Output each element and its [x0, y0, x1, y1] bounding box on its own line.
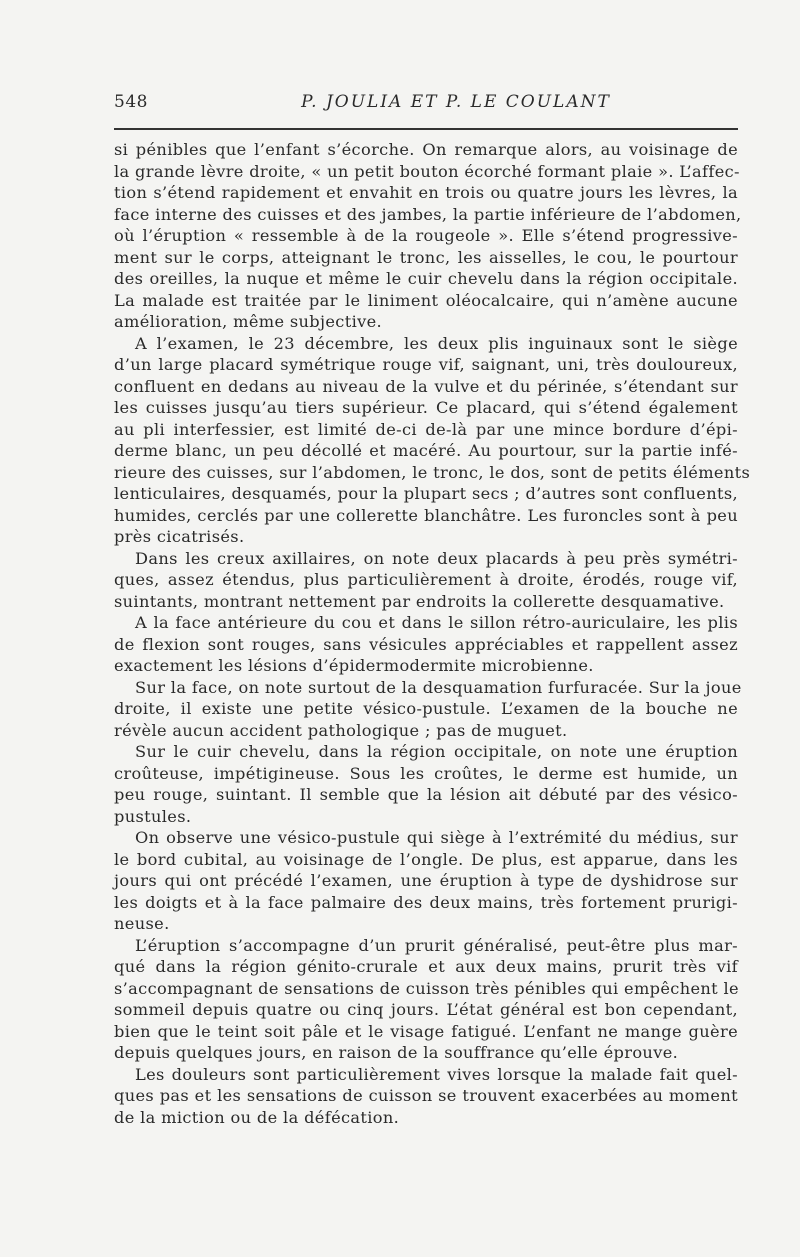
header-rule [114, 128, 738, 130]
paragraph [114, 827, 738, 935]
text-line: lenticulaires, desquamés, pour la plupart secs ; d’autres sont confluents, [114, 484, 738, 503]
text-line: ment sur le corps, atteignant le tronc, les aisselles, le cou, le pourtour [114, 247, 738, 267]
text-line: les doigts et à la face palmaire des deux mains, très fortement prurigi- [114, 892, 738, 912]
text-line: Sur la face, on note surtout de la desquamation furfuracée. Sur la joue [135, 677, 742, 697]
text-line: le bord cubital, au voisinage de l’ongle. De plus, est apparue, dans les [114, 849, 738, 869]
body-text [114, 139, 751, 1128]
text-line: A la face antérieure du cou et dans le sillon rétro-auriculaire, les plis [135, 613, 738, 632]
text-line: suintants, montrant nettement par endroits la collerette desquamative. [114, 591, 725, 611]
text-line: qué dans la région génito-crurale et aux deux mains, prurit très vif [114, 957, 738, 976]
text-line: la grande lèvre droite, « un petit bouton écorché formant plaie ». L’affec- [114, 161, 740, 181]
text-line: Sur le cuir chevelu, dans la région occipitale, on note une éruption [135, 742, 738, 761]
page-number: 548 [114, 92, 148, 112]
text-line: au pli interfessier, est limité de-ci de-là par une mince bordure d’épi- [114, 419, 738, 439]
paragraph [114, 333, 751, 548]
text-line: confluent en dedans au niveau de la vulve et du périnée, s’étendant sur [114, 376, 738, 396]
text-line: ques, assez étendus, plus particulièrement à droite, érodés, rouge vif, [114, 570, 738, 589]
paragraph [114, 741, 738, 827]
text-line: près cicatrisés. [114, 527, 245, 546]
text-line: exactement les lésions d’épidermodermite microbienne. [114, 656, 594, 675]
text-line: révèle aucun accident pathologique ; pas de muguet. [114, 720, 568, 740]
text-line: bien que le teint soit pâle et le visage fatigué. L’enfant ne mange guère [114, 1021, 738, 1041]
text-line: L’éruption s’accompagne d’un prurit généralisé, peut-être plus mar- [135, 935, 738, 955]
text-line: tion s’étend rapidement et envahit en trois ou quatre jours les lèvres, la [114, 183, 738, 202]
text-line: jours qui ont précédé l’examen, une éruption à type de dyshidrose sur [114, 871, 738, 890]
paragraph [114, 548, 738, 613]
text-line: La malade est traitée par le liniment oléocalcaire, qui n’amène aucune [114, 290, 738, 310]
text-line: amélioration, même subjective. [114, 312, 383, 331]
text-line: sommeil depuis quatre ou cinq jours. L’état général est bon cependant, [114, 1000, 738, 1019]
text-line: rieure des cuisses, sur l’abdomen, le tronc, le dos, sont de petits éléments [114, 462, 751, 482]
text-line: si pénibles que l’enfant s’écorche. On remarque alors, au voisinage de [114, 140, 738, 159]
paragraph [114, 612, 738, 677]
text-line: derme blanc, un peu décollé et macéré. Au pourtour, sur la partie infé- [114, 441, 738, 460]
text-line: de flexion sont rouges, sans vésicules appréciables et rappellent assez [114, 634, 738, 654]
text-line: s’accompagnant de sensations de cuisson très pénibles qui empêchent le [114, 978, 739, 998]
paragraph [114, 677, 742, 742]
paragraph [114, 1064, 738, 1129]
text-line: face interne des cuisses et des jambes, la partie inférieure de l’abdomen, [114, 204, 742, 224]
text-line: A l’examen, le 23 décembre, les deux plis inguinaux sont le siège [135, 333, 738, 353]
text-line: neuse. [114, 914, 170, 933]
text-line: des oreilles, la nuque et même le cuir chevelu dans la région occipitale. [114, 269, 738, 288]
text-line: peu rouge, suintant. Il semble que la lésion ait débuté par des vésico- [114, 785, 738, 804]
text-line: pustules. [114, 806, 192, 826]
text-line: les cuisses jusqu’au tiers supérieur. Ce placard, qui s’étend également [114, 398, 738, 417]
text-line: Les douleurs sont particulièrement vives lorsque la malade fait quel- [135, 1064, 738, 1084]
text-line: depuis quelques jours, en raison de la souffrance qu’elle éprouve. [114, 1043, 679, 1062]
paragraph [114, 935, 738, 1064]
text-line: croûteuse, impétigineuse. Sous les croûtes, le derme est humide, un [114, 763, 738, 783]
page-header [114, 92, 738, 120]
text-line: d’un large placard symétrique rouge vif, saignant, uni, très douloureux, [114, 355, 738, 374]
text-line: de la miction ou de la défécation. [114, 1107, 400, 1127]
text-line: Dans les creux axillaires, on note deux placards à peu près symétri- [135, 548, 738, 568]
text-line: ques pas et les sensations de cuisson se trouvent exacerbées au moment [114, 1086, 738, 1105]
text-line: humides, cerclés par une collerette blanchâtre. Les furoncles sont à peu [114, 505, 738, 525]
text-line: où l’éruption « ressemble à de la rougeole ». Elle s’étend progressive- [114, 226, 738, 245]
running-title: P. JOULIA ET P. LE COULANT [301, 92, 611, 112]
text-line: droite, il existe une petite vésico-pustule. L’examen de la bouche ne [114, 699, 738, 718]
text-line: On observe une vésico-pustule qui siège à l’extrémité du médius, sur [135, 828, 738, 847]
paragraph [114, 139, 742, 333]
